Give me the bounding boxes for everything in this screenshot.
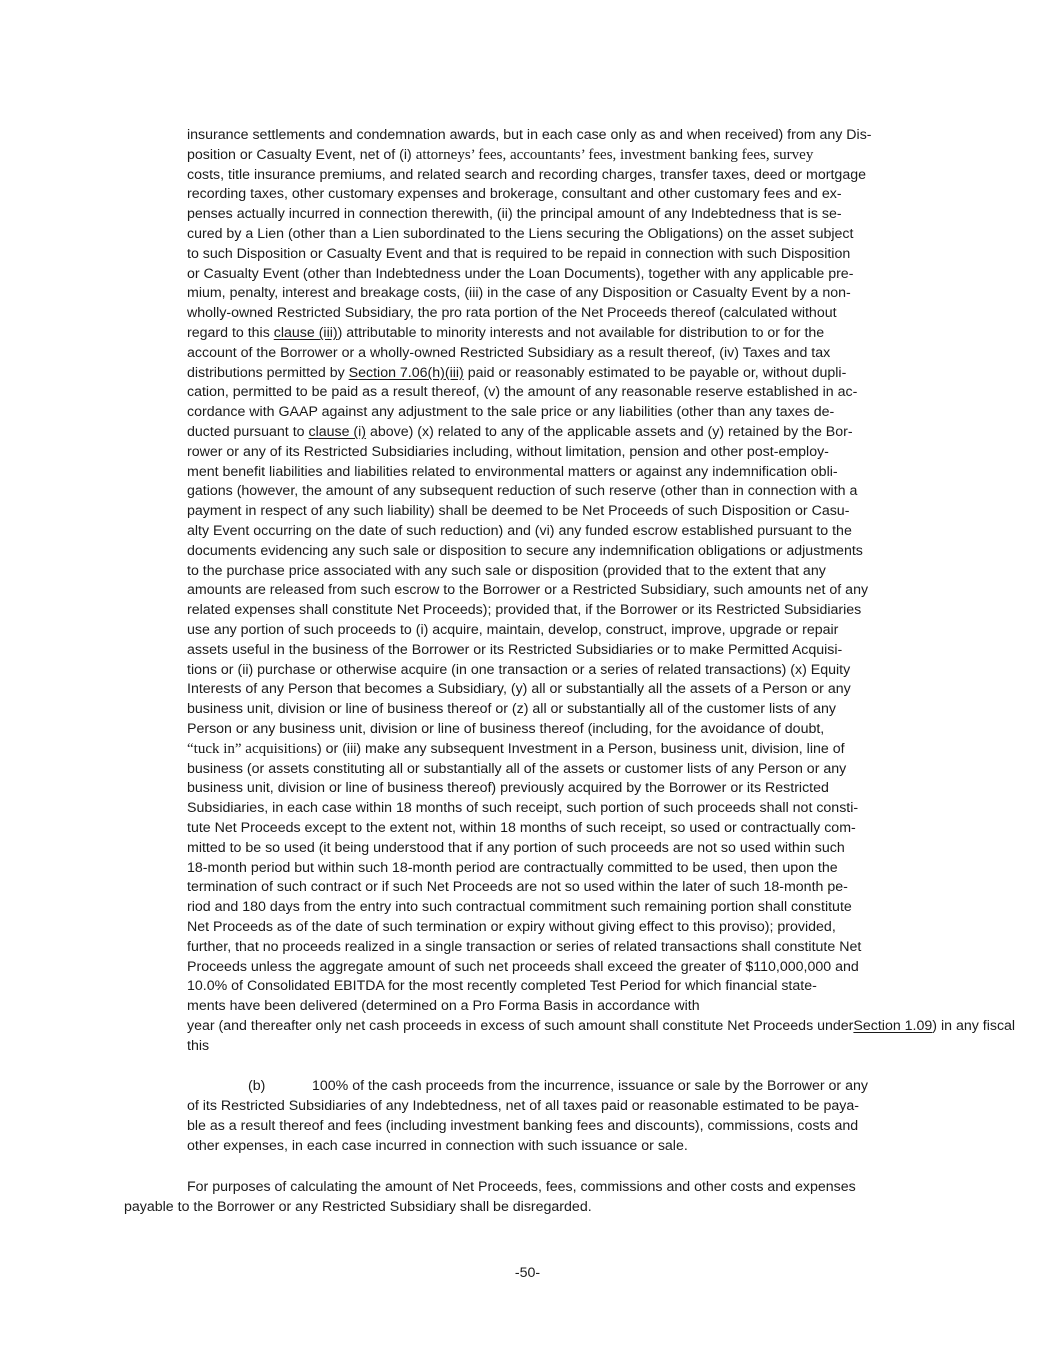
clause-i-link[interactable]: clause (i) <box>308 424 367 440</box>
paragraph-line <box>187 562 826 582</box>
line-text: tions or (ii) purchase or otherwise acquire (in one transaction or a series of related transactions) (x) Equity <box>187 661 851 678</box>
line-text: documents evidencing any such sale or disposition to secure any indemnification obligations or adjustments <box>187 542 863 559</box>
paragraph-line <box>187 324 824 344</box>
line-text: above) (x) related to any of the applicable assets and (y) retained by the Bor- <box>366 424 853 440</box>
paragraph-line <box>187 641 842 661</box>
para-b-line: of its Restricted Subsidiaries of any Indebtedness, net of all taxes paid or reasonable estimated to be paya- <box>187 1098 859 1114</box>
section-1-09-link[interactable]: Section 1.09 <box>853 1018 933 1034</box>
paragraph-line <box>187 344 830 364</box>
paragraph-line <box>187 581 868 601</box>
para-b-line: 100% of the cash proceeds from the incurrence, issuance or sale by the Borrower or any <box>312 1078 868 1094</box>
line-text: regard to this <box>187 325 274 341</box>
paragraph-line <box>187 938 861 958</box>
line-text: wholly-owned Restricted Subsidiary, the pro rata portion of the Net Proceeds thereof (calculated without <box>187 305 837 322</box>
paragraph-line <box>187 166 866 186</box>
para-b-line: ble as a result thereof and fees (including investment banking fees and discounts), commissions, costs and <box>187 1118 859 1134</box>
paragraph-line <box>187 819 856 839</box>
line-text: cordance with GAAP against any adjustment to the sale price or any liabilities (other than any taxes de- <box>187 404 835 421</box>
line-text: amounts are released from such escrow to the Borrower or a Restricted Subsidiary, such amounts net of any <box>187 582 869 599</box>
paragraph-line <box>187 443 829 463</box>
line-text: business unit, division or line of business thereof or (z) all or substantially all of the customer lists of any <box>187 701 836 718</box>
paragraph-line <box>187 799 858 819</box>
line-text: 18-month period but within such 18-month period are contractually committed to be used, then upon the <box>187 859 838 876</box>
line-text: distributions permitted by <box>187 364 349 381</box>
paragraph-line <box>187 878 848 898</box>
line-text: paid or reasonably estimated to be payable or, without dupli- <box>463 364 847 381</box>
line-text: position or Casualty Event, net of (i) <box>187 146 416 163</box>
paragraph-line <box>187 740 845 760</box>
line-text: recording taxes, other customary expenses and brokerage, consultant and other customary fees and ex- <box>187 186 842 203</box>
line-text: alty Event occurring on the date of such reduction) and (vi) any funded escrow established pursuant to the <box>187 523 852 539</box>
line-text: riod and 180 days from the entry into such contractual commitment such remaining portion shall constitute <box>187 899 852 916</box>
line-text: tute Net Proceeds except to the extent not, within 18 months of such receipt, so used or contractually com- <box>187 820 856 836</box>
paragraph-line <box>187 680 851 700</box>
line-text: ment benefit liabilities and liabilities related to environmental matters or against any indemnification obli- <box>187 463 838 480</box>
line-text: insurance settlements and condemnation awards, but in each case only as and when received) from any Dis- <box>187 127 872 143</box>
line-text: use any portion of such proceeds to (i) acquire, maintain, develop, construct, improve, upgrade or repair <box>187 622 839 638</box>
paragraph-line <box>187 522 852 542</box>
line-text: rower or any of its Restricted Subsidiaries including, without limitation, pension and other post-employ- <box>187 443 829 460</box>
line-text: payment in respect of any such liability) shall be deemed to be Net Proceeds of such Disposition or Casu- <box>187 503 850 520</box>
line-text: cation, permitted to be paid as a result thereof, (v) the amount of any reasonable reserve established in ac- <box>187 384 858 401</box>
paragraph-line <box>187 720 824 740</box>
tuck-in-text: “tuck in” acquisitions <box>187 740 317 757</box>
paragraph-line <box>187 304 837 324</box>
paragraph-line <box>187 898 852 918</box>
page-number: -50- <box>514 1265 541 1281</box>
line-text: ) attributable to minority interests and not available for distribution to or for the <box>337 325 825 341</box>
section-7-06-link[interactable]: Section 7.06(h)(iii) <box>348 364 464 381</box>
line-text: year (and thereafter only net cash proceeds in excess of such amount shall constitute Net Proceeds under <box>187 1018 854 1034</box>
line-text: business unit, division or line of business thereof) previously acquired by the Borrower or its Restricted <box>187 780 829 797</box>
line-text: this <box>187 1037 210 1054</box>
line-text: ) in any fiscal <box>932 1018 1016 1034</box>
paragraph-line <box>187 977 817 997</box>
paragraph-line <box>187 1037 209 1057</box>
line-text: Interests of any Person that becomes a Subsidiary, (y) all or substantially all the assets of a Person or any <box>187 681 851 698</box>
line-text: account of the Borrower or a wholly-owned Restricted Subsidiary as a result thereof, (iv) Taxes and tax <box>187 344 831 361</box>
paragraph-line <box>187 482 857 502</box>
line-text: further, that no proceeds realized in a single transaction or series of related transactions shall constitute Net <box>187 938 862 955</box>
paragraph-line <box>187 403 834 423</box>
paragraph-line <box>187 621 838 641</box>
para-b-line: other expenses, in each case incurred in connection with such issuance or sale. <box>187 1138 688 1154</box>
paragraph-line <box>187 383 857 403</box>
paragraph-line <box>187 265 853 285</box>
paragraph-line <box>187 463 838 483</box>
line-text: to the purchase price associated with any such sale or disposition (provided that to the extent that any <box>187 562 826 579</box>
final-paragraph-line: payable to the Borrower or any Restricted Subsidiary shall be disregarded. <box>124 1199 592 1215</box>
line-text: business (or assets constituting all or substantially all of the assets or customer lists of any Person or any <box>187 760 847 777</box>
paragraph-line <box>187 423 853 443</box>
line-text: ments have been delivered (determined on a Pro Forma Basis in accordance with <box>187 998 700 1015</box>
paragraph-line <box>187 839 845 859</box>
paragraph-line <box>187 205 842 225</box>
paragraph-line <box>187 661 850 681</box>
paragraph-line <box>187 779 829 799</box>
para-b-label: (b) <box>248 1078 266 1094</box>
line-text: Proceeds unless the aggregate amount of such net proceeds shall exceed the greater of $110,000,000 and <box>187 958 859 975</box>
paragraph-line <box>187 997 700 1017</box>
line-text: Person or any business unit, division or line of business thereof (including, for the avoidance of doubt, <box>187 721 825 737</box>
line-text: gations (however, the amount of any subsequent reduction of such reserve (other than in connection with a <box>187 483 858 500</box>
paragraph-line <box>187 700 836 720</box>
paragraph-line <box>187 185 842 205</box>
line-text: Net Proceeds as of the date of such termination or expiry without giving effect to this proviso); provided, <box>187 919 836 935</box>
line-text: termination of such contract or if such Net Proceeds are not so used within the later of such 18-month pe- <box>187 879 848 896</box>
line-text: cured by a Lien (other than a Lien subordinated to the Liens securing the Obligations) on the asset subject <box>187 226 854 242</box>
line-text: to such Disposition or Casualty Event and that is required to be repaid in connection with such Disposition <box>187 245 851 262</box>
line-text: penses actually incurred in connection therewith, (ii) the principal amount of any Indebtedness that is se- <box>187 206 842 223</box>
paragraph-line <box>187 859 838 879</box>
line-text: mium, penalty, interest and breakage costs, (iii) in the case of any Disposition or Casualty Event by a non- <box>187 285 851 302</box>
paragraph-line <box>187 284 851 304</box>
line-text: or Casualty Event (other than Indebtedness under the Loan Documents), together with any applicable pre- <box>187 265 854 282</box>
paragraph-line <box>187 542 863 562</box>
paragraph-line <box>187 126 872 146</box>
paragraph-line <box>187 245 850 265</box>
line-text: Subsidiaries, in each case within 18 months of such receipt, such portion of such proceeds shall not consti- <box>187 800 859 817</box>
paragraph-line <box>187 502 849 522</box>
line-text: 10.0% of Consolidated EBITDA for the most recently completed Test Period for which financial state- <box>187 978 817 995</box>
paragraph-line <box>187 146 813 166</box>
line-text: ducted pursuant to <box>187 424 309 440</box>
final-paragraph-line: For purposes of calculating the amount of Net Proceeds, fees, commissions and other costs and expenses <box>187 1179 856 1195</box>
paragraph-line <box>187 918 836 938</box>
line-text: ) or (iii) make any subsequent Investment in a Person, business unit, division, line of <box>316 740 845 757</box>
paragraph-line <box>187 364 846 384</box>
line-text: related expenses shall constitute Net Proceeds); provided that, if the Borrower or its Restricted Subsidiaries <box>187 602 862 619</box>
line-text: assets useful in the business of the Borrower or its Restricted Subsidiaries or to make Permitted Acquisi- <box>187 641 843 658</box>
paragraph-line <box>187 225 853 245</box>
paragraph-line <box>187 760 846 780</box>
fees-text: attorneys’ fees, accountants’ fees, investment banking fees, survey <box>415 146 814 163</box>
line-text: costs, title insurance premiums, and related search and recording charges, transfer taxes, deed or mortgage <box>187 166 866 183</box>
line-text: mitted to be so used (it being understood that if any portion of such proceeds are not so used within such <box>187 839 845 856</box>
paragraph-line <box>187 1017 1015 1037</box>
clause-iii-link[interactable]: clause (iii) <box>273 325 338 341</box>
paragraph-line <box>187 601 861 621</box>
paragraph-line <box>187 958 859 978</box>
